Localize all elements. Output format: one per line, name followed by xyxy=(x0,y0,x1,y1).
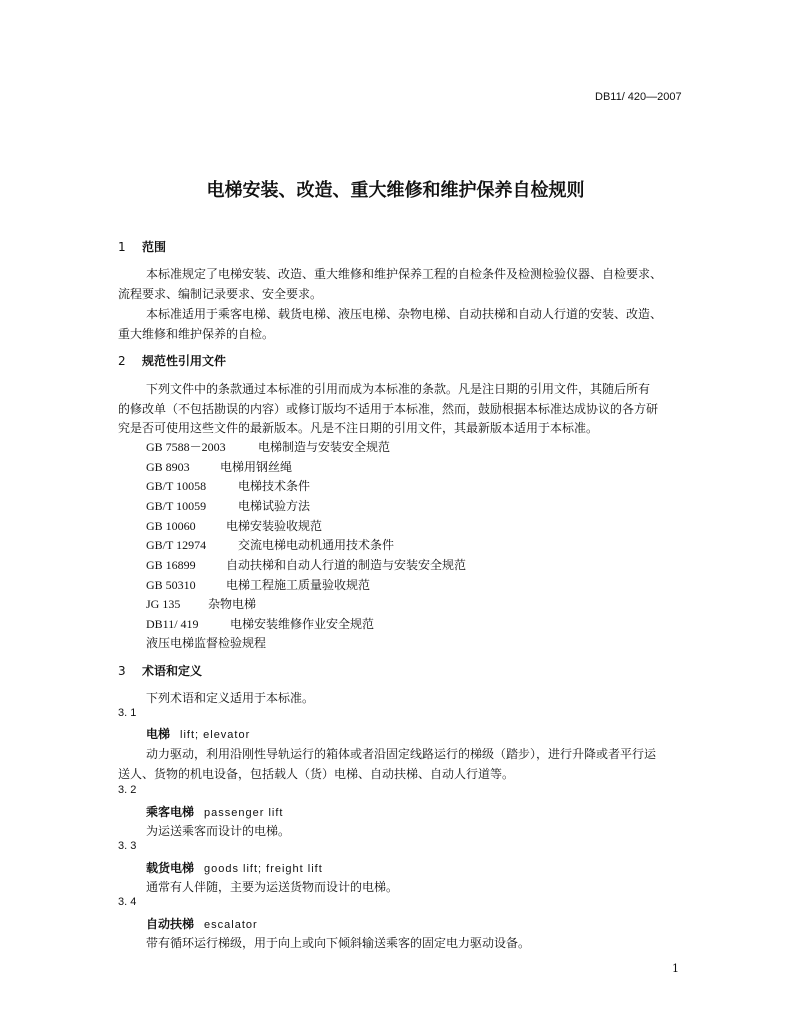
term-number: 3. 1 xyxy=(118,707,137,719)
section-1-heading: 1 范围 xyxy=(118,240,167,254)
document-title: 电梯安装、改造、重大维修和维护保养自检规则 xyxy=(206,180,585,201)
term-definition-line-1: 带有循环运行梯级，用于向上或向下倾斜输送乘客的固定电力驱动设备。 xyxy=(146,936,531,950)
reference-item: GB 50310 电梯工程施工质量验收规范 xyxy=(146,578,371,592)
reference-item: GB 16899 自动扶梯和自动人行道的制造与安装安全规范 xyxy=(146,558,467,572)
normative-intro-line-3: 究是否可使用这些文件的最新版本。凡是不注日期的引用文件，其最新版本适用于本标准。 xyxy=(118,421,599,435)
section-3-heading: 3 术语和定义 xyxy=(118,664,203,678)
term-heading: 自动扶梯 escalator xyxy=(146,917,258,931)
terms-intro: 下列术语和定义适用于本标准。 xyxy=(146,691,315,705)
term-definition-line-1: 动力驱动，利用沿刚性导轨运行的箱体或者沿固定线路运行的梯级（踏步），进行升降或者平行运 xyxy=(146,747,657,761)
term-heading: 电梯 lift; elevator xyxy=(146,727,251,741)
reference-item: GB/T 10059 电梯试验方法 xyxy=(146,499,311,513)
scope-paragraph-2-line-1: 本标准适用于乘客电梯、载货电梯、液压电梯、杂物电梯、自动扶梯和自动人行道的安装、改造、 xyxy=(146,307,663,321)
term-definition-line-2: 送人、货物的机电设备，包括载人（货）电梯、自动扶梯、自动人行道等。 xyxy=(118,767,515,781)
reference-item: GB/T 12974 交流电梯电动机通用技术条件 xyxy=(146,538,395,552)
term-heading: 乘客电梯 passenger lift xyxy=(146,805,284,819)
reference-item: DB11/ 419 电梯安装维修作业安全规范 xyxy=(146,617,375,631)
reference-item: JG 135 杂物电梯 xyxy=(146,597,257,611)
document-number: DB11/ 420—2007 xyxy=(595,91,682,103)
reference-item: GB 8903 电梯用钢丝绳 xyxy=(146,460,293,474)
term-number: 3. 2 xyxy=(118,784,137,796)
reference-item: GB/T 10058 电梯技术条件 xyxy=(146,479,311,493)
page-number: 1 xyxy=(672,962,679,975)
term-number: 3. 3 xyxy=(118,840,137,852)
normative-intro-line-1: 下列文件中的条款通过本标准的引用而成为本标准的条款。凡是注日期的引用文件，其随后所有 xyxy=(146,382,651,396)
scope-paragraph-1-line-1: 本标准规定了电梯安装、改造、重大维修和维护保养工程的自检条件及检测检验仪器、自检要求、 xyxy=(146,267,663,281)
normative-intro-line-2: 的修改单（不包括勘误的内容）或修订版均不适用于本标准，然而，鼓励根据本标准达成协议的各方研 xyxy=(118,402,659,416)
term-number: 3. 4 xyxy=(118,896,137,908)
reference-item: GB 7588－2003 电梯制造与安装安全规范 xyxy=(146,440,391,454)
scope-paragraph-2-line-2: 重大维修和维护保养的自检。 xyxy=(118,327,275,341)
term-definition-line-1: 通常有人伴随，主要为运送货物而设计的电梯。 xyxy=(146,880,399,894)
reference-item: GB 10060 电梯安装验收规范 xyxy=(146,519,323,533)
reference-item: 液压电梯监督检验规程 xyxy=(146,636,267,650)
section-2-heading: 2 规范性引用文件 xyxy=(118,354,227,368)
term-definition-line-1: 为运送乘客而设计的电梯。 xyxy=(146,824,291,838)
scope-paragraph-1-line-2: 流程要求、编制记录要求、安全要求。 xyxy=(118,287,323,301)
term-heading: 载货电梯 goods lift; freight lift xyxy=(146,861,323,875)
